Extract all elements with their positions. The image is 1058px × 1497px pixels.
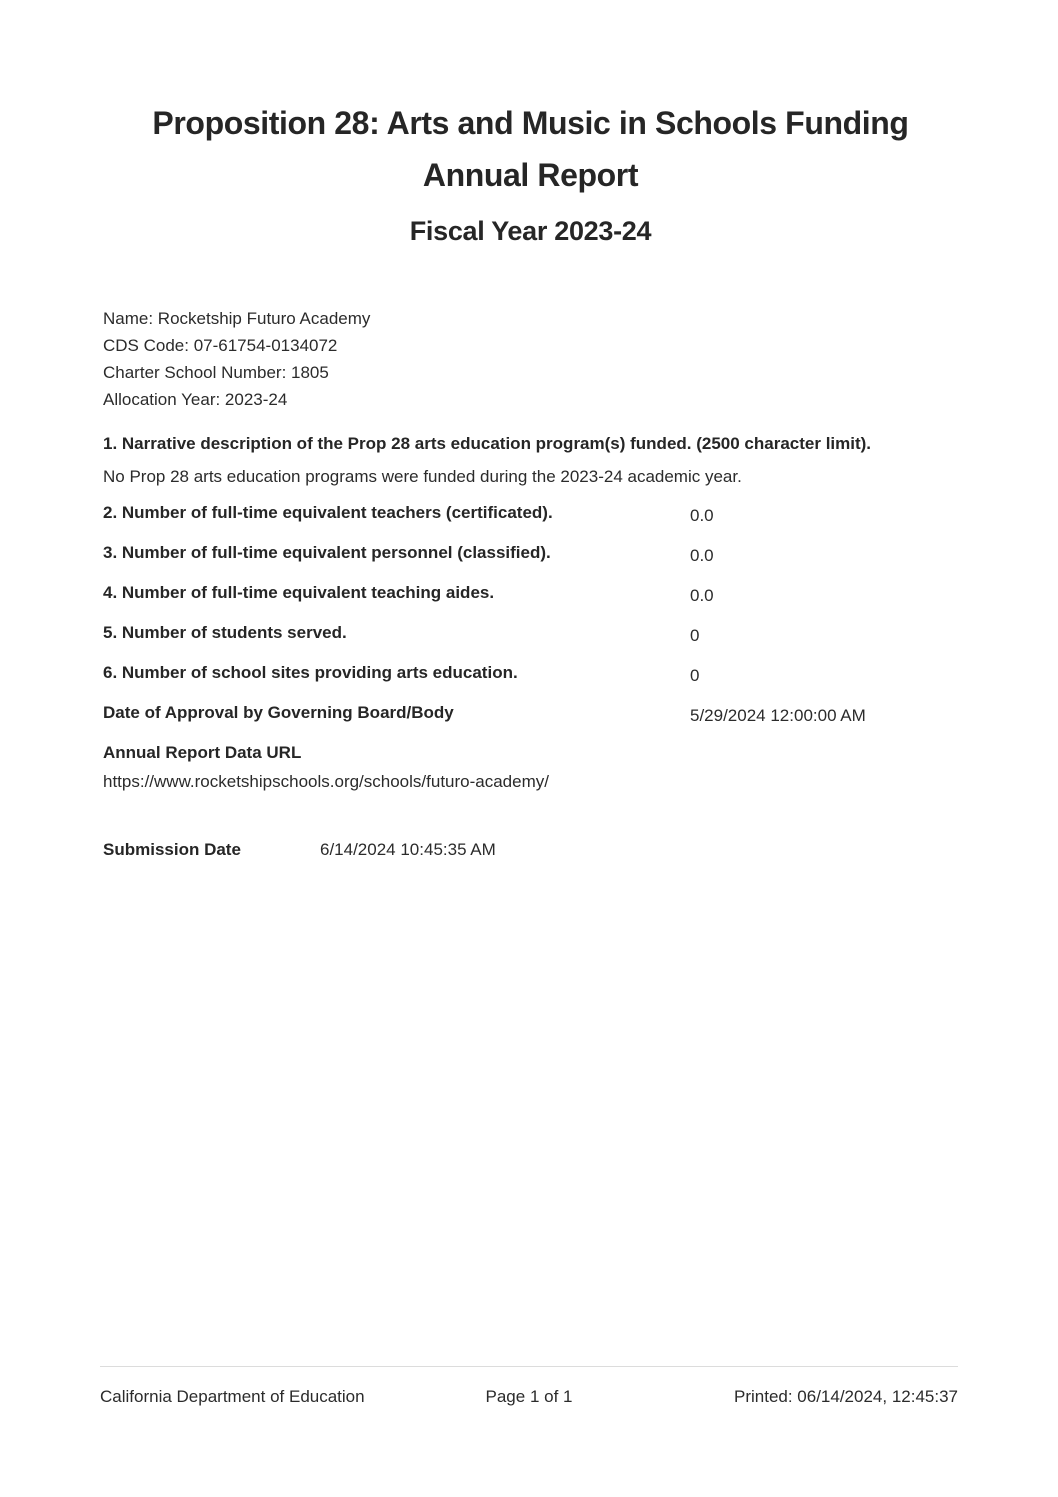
metric-label: Date of Approval by Governing Board/Body bbox=[103, 703, 454, 722]
annual-report-url-value: https://www.rocketshipschools.org/schools/futuro-academy/ bbox=[103, 772, 549, 791]
school-info-block bbox=[103, 305, 958, 413]
metric-row-personnel bbox=[103, 539, 958, 566]
annual-report-url-block bbox=[103, 739, 958, 795]
footer-printed-timestamp: Printed: 06/14/2024, 12:45:37 bbox=[733, 1387, 958, 1406]
metric-label: 3. Number of full-time equivalent personnel (classified). bbox=[103, 543, 551, 562]
submission-date-row bbox=[103, 836, 958, 863]
footer-org-name: California Department of Education bbox=[100, 1387, 365, 1406]
metric-label: 5. Number of students served. bbox=[103, 623, 347, 642]
submission-date-value: 6/14/2024 10:45:35 AM bbox=[320, 840, 496, 859]
report-title-line1: Proposition 28: Arts and Music in Schools Funding bbox=[152, 105, 909, 141]
metric-value: 0.0 bbox=[690, 586, 714, 605]
narrative-answer: No Prop 28 arts education programs were funded during the 2023-24 academic year. bbox=[103, 467, 742, 486]
metric-row-students-served bbox=[103, 619, 958, 646]
submission-date-label: Submission Date bbox=[103, 840, 241, 859]
metric-row-teaching-aides bbox=[103, 579, 958, 606]
footer-divider bbox=[100, 1366, 958, 1367]
metric-label: 2. Number of full-time equivalent teachers (certificated). bbox=[103, 503, 553, 522]
footer-row bbox=[100, 1385, 958, 1409]
school-name-line: Name: Rocketship Futuro Academy bbox=[103, 309, 371, 328]
fiscal-year-subtitle: Fiscal Year 2023-24 bbox=[409, 216, 652, 246]
report-title-block bbox=[103, 0, 958, 251]
metric-row-teachers bbox=[103, 499, 958, 526]
metric-label: 4. Number of full-time equivalent teaching aides. bbox=[103, 583, 495, 602]
footer-page-number: Page 1 of 1 bbox=[485, 1387, 573, 1406]
metric-value: 5/29/2024 12:00:00 AM bbox=[690, 706, 866, 725]
metrics-list bbox=[103, 499, 958, 726]
annual-report-url-label: Annual Report Data URL bbox=[103, 743, 302, 762]
metric-value: 0 bbox=[690, 626, 700, 645]
charter-number-line: Charter School Number: 1805 bbox=[103, 363, 329, 382]
cds-code-line: CDS Code: 07-61754-0134072 bbox=[103, 336, 338, 355]
allocation-year-line: Allocation Year: 2023-24 bbox=[103, 390, 288, 409]
report-title-line2: Annual Report bbox=[422, 157, 639, 193]
narrative-question: 1. Narrative description of the Prop 28 arts education program(s) funded. (2500 character limit). bbox=[103, 434, 872, 453]
metric-value: 0.0 bbox=[690, 506, 714, 525]
metric-row-school-sites bbox=[103, 659, 958, 686]
metric-row-approval-date bbox=[103, 699, 958, 726]
page-footer bbox=[100, 1366, 958, 1409]
metric-value: 0.0 bbox=[690, 546, 714, 565]
metric-value: 0 bbox=[690, 666, 700, 685]
metric-label: 6. Number of school sites providing arts education. bbox=[103, 663, 518, 682]
